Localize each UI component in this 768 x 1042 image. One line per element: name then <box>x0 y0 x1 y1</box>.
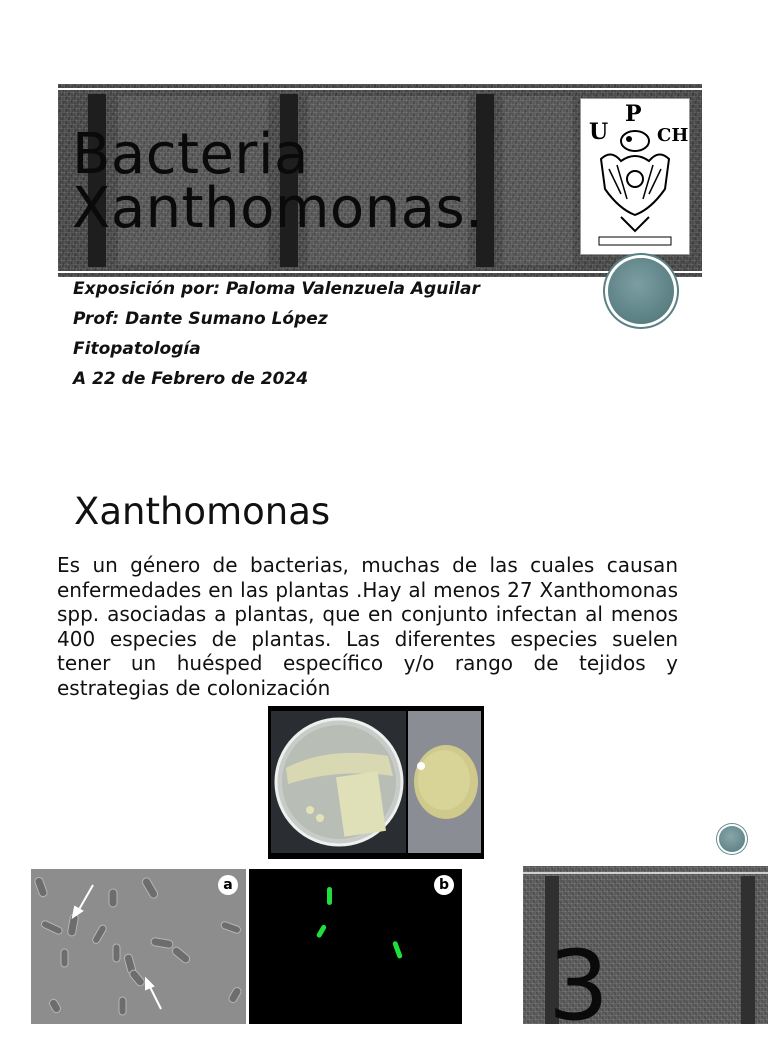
title-line-2: Xanthomonas. <box>72 176 484 241</box>
fluorescent-bacteria-image <box>249 869 462 1024</box>
slide-title <box>72 122 592 241</box>
svg-text:CH: CH <box>657 125 689 146</box>
section-body: Es un género de bacterias, muchas de las cuales causan enfermedades en las plantas .Hay al menos 27 Xanthomonas spp. asociadas a plantas, que en conjunto infectan al menos 400 especies de plantas. Las diferentes especies suelen tener un huésped específico y/o rango de tejidos y estrategias de colonización <box>57 553 678 700</box>
eagle-crest-icon <box>581 99 689 254</box>
micrograph-panel-a <box>31 869 246 1024</box>
petri-dish-photo <box>268 706 484 859</box>
subtitle-presenter: Exposición por: Paloma Valenzuela Aguilar <box>73 279 480 299</box>
subtitle-course: Fitopatología <box>73 339 201 359</box>
micrograph-panel-b <box>249 869 462 1024</box>
panel-label-b: b <box>434 875 454 895</box>
slide-number: 3 <box>548 930 610 1042</box>
title-line-1: Bacteria <box>72 122 309 187</box>
university-logo <box>580 98 690 255</box>
rod-bacteria-image <box>31 869 246 1024</box>
panel-label-a: a <box>218 875 238 895</box>
petri-dish-image <box>268 706 484 859</box>
section-heading: Xanthomonas <box>74 490 331 533</box>
subtitle-professor: Prof: Dante Sumano López <box>73 309 328 329</box>
decorative-small-circle <box>719 826 745 852</box>
svg-text:U: U <box>589 119 609 145</box>
svg-text:P: P <box>625 101 642 127</box>
subtitle-date: A 22 de Febrero de 2024 <box>73 369 309 389</box>
decorative-circle <box>608 258 674 324</box>
